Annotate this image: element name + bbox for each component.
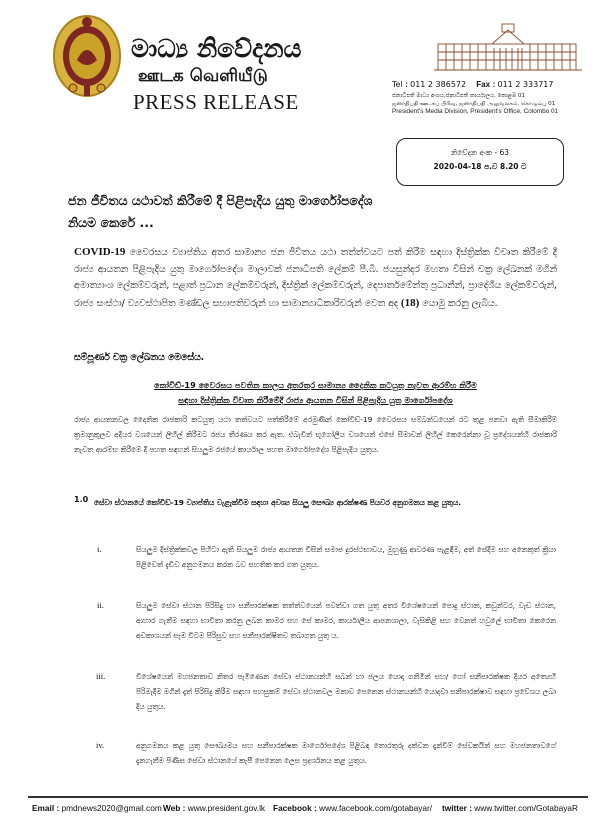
lead-paragraph <box>74 244 557 312</box>
section-number: 1.0 <box>74 495 89 504</box>
contact-numbers: Tel : 011 2 386572 Fax : 011 2 333717 <box>392 80 554 89</box>
email-label: Email : <box>32 803 60 813</box>
circular-heading-line-2: සඳහා දිස්ත්‍රික්ක විවෘත කිරීමේදී රාජ්‍ය ආයතන විසින් පිළිපැදිය යුතු මාර්ගෝපදේශ <box>178 395 453 405</box>
release-date-time: 2020-04-18 ප.ව 8.20 ට <box>433 162 527 171</box>
headline-line-1: ජන ජීවිතය යථාවත් කිරීමේ දී පිළිපැදිය යුතු මාර්ගෝපදේශ <box>68 193 373 208</box>
circular-heading <box>74 378 557 408</box>
circular-heading-line-1: කෝවිඩ්-19 වෛරසය පවතින කාලය අතරතුර සාමාන්‍ය දෛනික කටයුතු නැවත ආරම්භ කිරීම <box>154 380 477 390</box>
item-number: ii. <box>97 600 104 610</box>
footer-facebook <box>273 803 432 813</box>
item-number: iii. <box>96 671 106 681</box>
sri-lanka-emblem <box>51 10 123 100</box>
title-sinhala: මාධ්‍ය නිවේදනය <box>131 34 302 63</box>
release-info-box <box>396 138 564 186</box>
list-item: සියලුම දිස්ත්‍රික්කවල පිහිටා ඇති සියලුම රාජ්‍ය ආයතන විසින් සමාජ දුරස්ථභාවය, මුහුණු ආවරණ පැළඳීම, අත් සේදීම සහ අනෙකුත් ක්‍රියා පිළිවෙත් දැඩිව අනුගමනය කරන බව සහතික කර ගත යුතුය. <box>136 545 556 569</box>
headline <box>68 190 538 234</box>
full-circular-label: සම්පූර්ණ චක්‍ර ලේඛනය මෙසේය. <box>74 352 205 363</box>
tel-value: 011 2 386572 <box>410 80 467 89</box>
item-number: iv. <box>96 740 105 750</box>
lead-end: යොමු කරනු ලැබීය. <box>419 297 498 309</box>
list-item: විශේෂයෙන් මහජනතාව නිතර පැමිණෙන සේවා ස්ථානයන්හි සබන් හා ජලය යොදා ගනිමින් සහ/ හෝ සනීපාරක්ෂක දියර අත්‍යෙහි පිරිමැදීම මගින් දෑත් පිරිසිදු කිරීම සඳහා පහසුකම් සේවා ස්ථානවල මනාව පෙනෙන ස්ථානයන්හි යොදවා සනීපාරක්ෂාව සඳහා ප්‍රවේශය ලබා දිය යුතුය. <box>136 672 556 711</box>
address-english: President's Media Division, President's Office, Colombo 01 <box>392 108 559 115</box>
address-tamil: ஜனாதிபதி ஊடகப் பிரிவு, ஜனாதிபதி அலுவலகம், கொழும்பு 01 <box>392 101 556 107</box>
footer-email <box>32 803 162 813</box>
list-item: අනුගමනය කළ යුතු සෞඛ්‍යමය සහ සනීපාරක්ෂක මාර්ගෝපදේශ පිළිබඳ තොරතුරු දක්වන දැන්වීම් සේවකයින් සහ මහජනතාවගේ දැනගැනීම පිණිස සේවා ස්ථානයේ කැපී පෙනෙන ලෙස ප්‍රදර්ශනය කළ යුතුය. <box>136 741 556 765</box>
fax-value: 011 2 333717 <box>497 80 554 89</box>
list-item: සියලුම සේවා ස්ථාන පිරිසිදු හා සනීපාරක්ෂක තත්ත්වයෙන් පවත්වා ගත යුතු අතර විශේෂයෙන් පොදු ස්ථාන, කවුන්ටර, වැඩ ස්ථාන, ආහාර ගැනීම සඳහා භාවිතා කරනු ලබන කාමර සහ සේ කාමර, කාර්යාලීය ආපනශාලා, වැසිකිළි සහ වෙනත් හවුලේ භාවිතා කෙරෙන අවකාශයන් සෑම විටම පිරිසුව සහ සනීපාරක්ෂිතව තබාගත යුතු ය. <box>136 601 556 640</box>
footer-twitter <box>442 803 578 813</box>
address-block <box>392 92 555 108</box>
title-english: PRESS RELEASE <box>133 90 299 114</box>
release-number: නිවේදන අංක - 63 <box>450 148 510 157</box>
title-tamil: ஊடக வெளியீடு <box>138 66 268 86</box>
lead-covid: COVID-19 <box>74 246 126 258</box>
fax-label: Fax <box>476 80 491 89</box>
presidents-office-building-illustration <box>432 22 584 72</box>
facebook-link[interactable]: www.facebook.com/gotabayar/ <box>319 803 433 813</box>
email-link[interactable]: pmdnews2020@gmail.com <box>61 803 162 813</box>
twitter-label: twitter : <box>442 803 472 813</box>
lead-number: (18) <box>400 296 420 309</box>
headline-line-2: නියම කෙරේ ... <box>68 215 154 230</box>
section-text: සේවා ස්ථානයේ කෝවිඩ්-19 ව්‍යාප්තිය වැළැක්වීම සඳහා අවශ්‍ය සියලු සෞඛ්‍ය ආරක්ෂණ පියවර අනුගමනය කළ යුතුය. <box>94 498 462 507</box>
footer-web <box>163 803 265 813</box>
item-number: i. <box>97 544 102 554</box>
web-label: Web : <box>163 803 186 813</box>
web-link[interactable]: www.president.gov.lk <box>187 803 266 813</box>
footer-divider <box>28 796 588 798</box>
address-sinhala: ජනාධිපති මාධ්‍ය අංශය,ජනාධිපති කාර්යාලය, කොළඹ 01 <box>392 93 526 99</box>
circular-intro: රාජ්‍ය ආයතනවල දෛනික රාජකාරි කටයුතු යථා තත්වයට පත්කිරීමේ අරමුණින් කෝවිඩ්-19 වෛරසය සම්බන්ධයෙන් රට තුළ පනවා ඇති සීමාකිරීම් ක්‍රමානුකූලව අදියර වශයෙන් ලිහිල් කිරීමට රජය තීරණය කර ඇත. එබැවින් භූගෝලීය වශයෙන් එසේ සීමාවන් ලිහිල් කෙරෙන්නා වූ ප්‍රදේශයන්හි රාජකාරි නැවත ආරම්භ කිරීමේ දී පහත සඳහන් සියලුම රජයේ කාර්යාල පහත මාර්ගෝපදේශ පිළිපැදිය යුතුය. <box>74 415 557 454</box>
facebook-label: Facebook : <box>273 803 317 813</box>
twitter-link[interactable]: www.twitter.com/GotabayaR <box>474 803 579 813</box>
lead-text: වෛරසය ව්‍යාප්තිය අතර සාමාන්‍ය ජන ජීවිතය යථා තත්ත්වයට පත් කිරීම සඳහා දිස්ත්‍රික්ක විවෘත කිරීමේ දී රාජ්‍ය ආයතන පිළිපැදිය යුතු මාර්ගෝපදේශ මාලාවක් ජනාධිපති ලේකම් පී.බී. ජයසුන්දර මහතා විසින් චක්‍ර ලේඛනක් මගින් අමාත්‍යාංශ ලේකම්වරුන්, පළාත් ප්‍රධාන ලේකම්වරුන්, දිස්ත්‍රික් ලේකම්වරුන්, දෙපාර්තමේන්තු ප්‍රධානීන්, ප්‍රාදේශීය ලේකම්වරුන්, රාජ්‍ය සංස්ථා/ ව්‍යවස්ථාපිත මණ්ඩල සභාපතිවරුන් හා සාමාන්‍යාධිකාරිවරුන් වෙත අද <box>74 247 557 309</box>
tel-label: Tel <box>392 80 403 89</box>
